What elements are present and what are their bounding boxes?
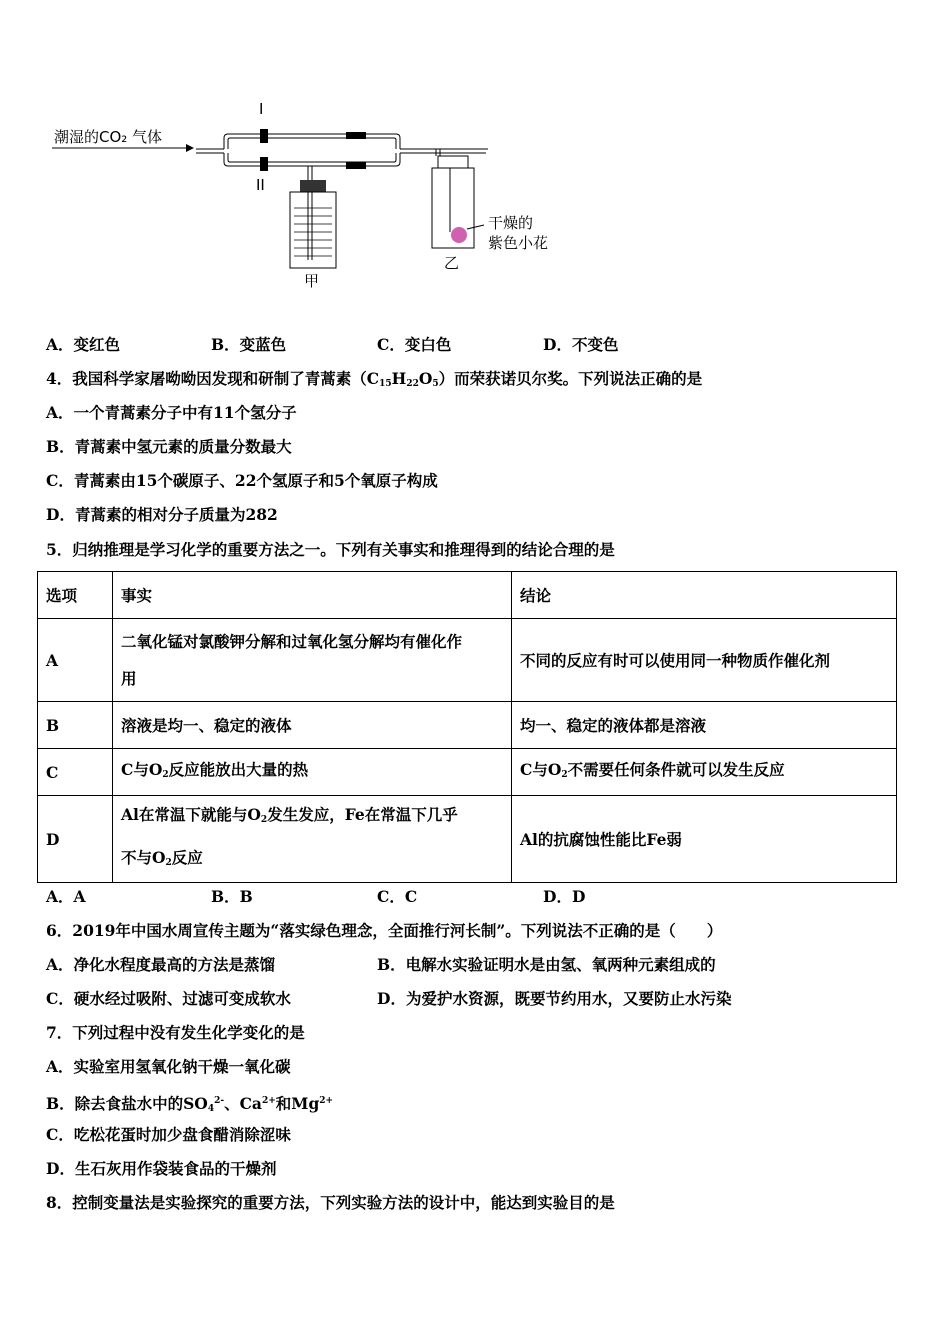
q3-option-d: D．不变色 (543, 335, 619, 354)
table-row: D Al在常温下就能与$O_2$发生发应，Fe在常温下几乎 不与$O_2$反应 Al的抗腐蚀性能比Fe弱 (38, 796, 897, 883)
bottle-jia-label: 甲 (304, 272, 320, 290)
upper-tube (224, 134, 400, 149)
q5-option-b: B．B (211, 887, 253, 906)
table-row: B 溶液是均一、稳定的液体 均一、稳定的液体都是溶液 (38, 702, 897, 749)
q5-option-c: C．C (377, 887, 418, 906)
bottle-jia (290, 192, 336, 268)
header-option: 选项 (38, 572, 113, 619)
bottle-yi-label: 乙 (444, 254, 460, 272)
q6-option-d: D．为爱护水资源，既要节约用水，又要防止水污染 (377, 989, 732, 1008)
q4-option-d: D．青蒿素的相对分子质量为282 (46, 505, 278, 524)
q4-option-c: C．青蒿素由15个碳原子、22个氢原子和5个氧原子构成 (46, 471, 438, 490)
header-fact: 事实 (113, 572, 512, 619)
lower-tube (224, 153, 400, 166)
q6-option-b: B．电解水实验证明水是由氢、氧两种元素组成的 (377, 955, 716, 974)
bottle-yi-stopper (438, 156, 468, 168)
purple-flower-icon (451, 227, 467, 243)
q5-option-d: D．D (543, 887, 586, 906)
q7-option-a: A．实验室用氢氧化钠干燥一氧化碳 (46, 1057, 291, 1076)
valve-ii (260, 157, 268, 171)
q8-stem: 8．控制变量法是实验探究的重要方法，下列实验方法的设计中，能达到实验目的是 (46, 1193, 615, 1212)
bottle-jia-stopper (300, 180, 326, 192)
q4-option-a: A．一个青蒿素分子中有11个氢分子 (46, 403, 297, 422)
q6-stem: 6．2019年中国水周宣传主题为“落实绿色理念，全面推行河长制”。下列说法不正确的是（ ） (46, 921, 723, 940)
q3-option-c: C．变白色 (377, 335, 452, 354)
co2-apparatus-figure (46, 92, 566, 292)
q5-option-a: A．A (46, 887, 86, 906)
q3-option-a: A．变红色 (46, 335, 121, 354)
gas-arrow-head (186, 144, 194, 152)
table-row: A 二氧化锰对氯酸钾分解和过氧化氢分解均有催化作 用 不同的反应有时可以使用同一种物质作催化剂 (38, 619, 897, 702)
q3-option-b: B．变蓝色 (211, 335, 287, 354)
q7-option-c: C．吃松花蛋时加少盘食醋消除涩味 (46, 1125, 291, 1144)
table-row: C C与$O_2$反应能放出大量的热 C与$O_2$不需要任何条件就可以发生反应 (38, 749, 897, 796)
gas-label: 潮湿的CO₂ 气体 (54, 128, 163, 146)
q6-option-a: A．净化水程度最高的方法是蒸馏 (46, 955, 276, 974)
q5-table (37, 571, 897, 883)
q6-option-c: C．硬水经过吸附、过滤可变成软水 (46, 989, 291, 1008)
q7-option-d: D．生石灰用作袋装食品的干燥剂 (46, 1159, 277, 1178)
flower-label-1: 干燥的 (488, 214, 534, 232)
q4-option-b: B．青蒿素中氢元素的质量分数最大 (46, 437, 292, 456)
q4-stem: 4．我国科学家屠呦呦因发现和研制了青蒿素$(C_{15}H_{22}O_5)$而荣获诺贝尔奖。下列说法正确的是 (46, 369, 703, 389)
table-header-row (38, 572, 897, 619)
header-conclusion: 结论 (512, 572, 897, 619)
valve-i (260, 129, 268, 143)
q7-option-b: B．除去食盐水中的$SO_4^{2-}$、$Ca^{2+}$和$Mg^{2+}$ (46, 1094, 334, 1114)
q7-stem: 7．下列过程中没有发生化学变化的是 (46, 1023, 305, 1042)
q5-stem: 5．归纳推理是学习化学的重要方法之一。下列有关事实和推理得到的结论合理的是 (46, 540, 615, 559)
valve-ii-label: II (256, 176, 265, 194)
flower-label-2: 紫色小花 (488, 234, 549, 252)
valve-i-label: I (259, 100, 264, 118)
